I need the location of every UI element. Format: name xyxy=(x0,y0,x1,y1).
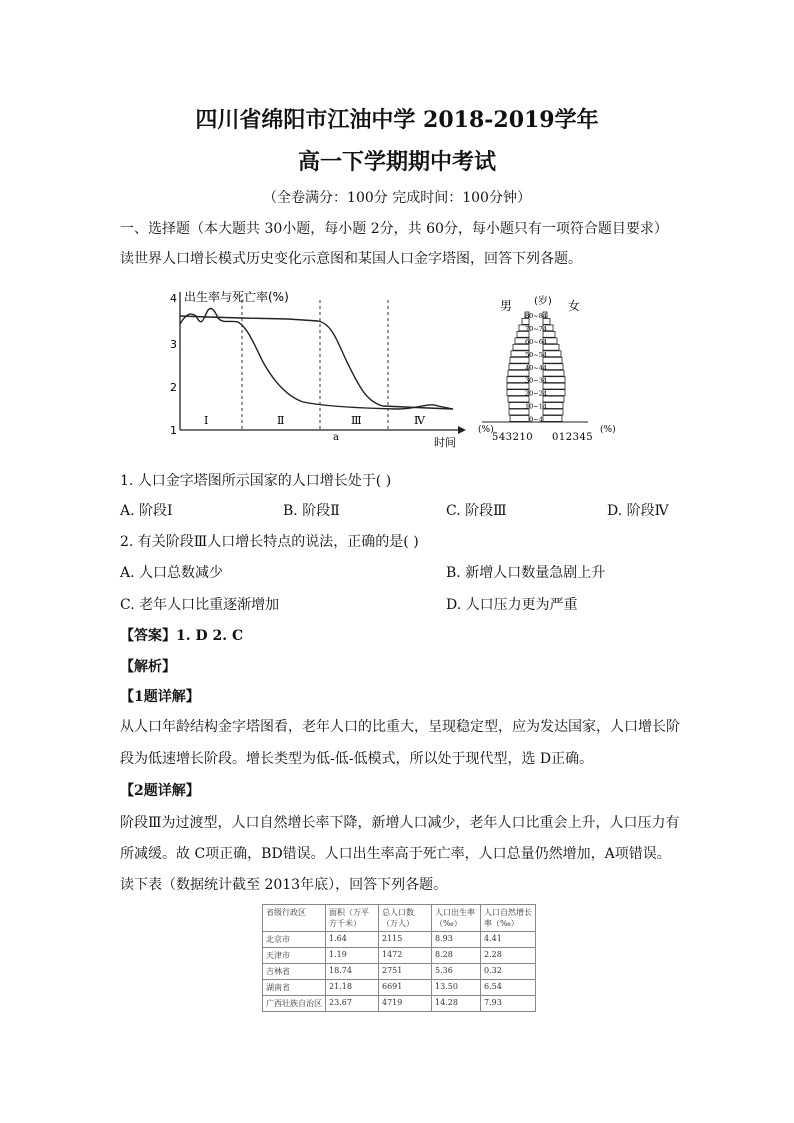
pct-left-label: (%) xyxy=(478,425,494,435)
table-cell: 1.19 xyxy=(326,948,379,964)
table-cell: 13.50 xyxy=(432,980,481,996)
y-tick-3: 3 xyxy=(170,338,177,351)
exam-subtitle: （全卷满分：100分 完成时间：100分钟） xyxy=(263,190,531,206)
q1-detail-line1: 从人口年龄结构金字塔图看，老年人口的比重大，呈现稳定型，应为发达国家，人口增长阶 xyxy=(120,719,680,735)
pyramid-bar-male xyxy=(510,416,529,422)
table-row xyxy=(263,932,536,948)
age-group-label: 0~4 xyxy=(529,415,543,424)
y-axis-label: 出生率与死亡率(%) xyxy=(184,290,289,304)
stage-label-2: Ⅱ xyxy=(277,414,285,427)
age-unit-label: (岁) xyxy=(534,296,552,307)
exam-title-line1: 四川省绵阳市江油中学 2018-2019学年 xyxy=(195,107,599,133)
table-cell: 7.93 xyxy=(481,996,536,1012)
table-header-cell: 面积（万平方千米） xyxy=(326,905,379,932)
table-cell: 北京市 xyxy=(263,932,326,948)
age-group-label: 40~44 xyxy=(525,363,547,372)
x-ticks-left: 543210 xyxy=(492,432,534,443)
stage-label-4: Ⅳ xyxy=(414,414,425,427)
table-cell: 8.28 xyxy=(432,948,481,964)
table-header-cell: 省级行政区 xyxy=(263,905,326,932)
pyramid-bars xyxy=(507,312,565,424)
q2-option-d: D. 人口压力更为严重 xyxy=(446,597,578,613)
pyramid-bar-female xyxy=(543,416,562,422)
table-row xyxy=(263,980,536,996)
age-group-label: 10~14 xyxy=(525,402,547,411)
table-cell: 1472 xyxy=(379,948,432,964)
table-cell: 8.93 xyxy=(432,932,481,948)
q2-option-b: B. 新增人口数量急剧上升 xyxy=(446,565,606,581)
male-label: 男 xyxy=(500,299,513,313)
table-cell: 23.67 xyxy=(326,996,379,1012)
y-tick-2: 2 xyxy=(170,381,177,394)
q1-option-c: C. 阶段Ⅲ xyxy=(446,503,507,519)
pct-right-label: (%) xyxy=(600,425,616,435)
q1-option-a: A. 阶段Ⅰ xyxy=(120,503,173,519)
table-intro: 读下表（数据统计截至 2013年底），回答下列各题。 xyxy=(120,877,448,893)
table-cell: 18.74 xyxy=(326,964,379,980)
table-cell: 2115 xyxy=(379,932,432,948)
female-label: 女 xyxy=(568,299,581,313)
table-header-cell: 人口出生率（‰） xyxy=(432,905,481,932)
y-tick-1: 1 xyxy=(170,424,177,437)
q2-option-c: C. 老年人口比重逐渐增加 xyxy=(120,597,280,613)
table-cell: 湖南省 xyxy=(263,980,326,996)
section-heading: 一、选择题（本大题共 30小题，每小题 2分，共 60分，每小题只有一项符合题目要求） xyxy=(120,221,668,237)
age-group-label: 60~64 xyxy=(525,337,547,346)
answer-line: 【答案】1. D 2. C xyxy=(120,628,244,644)
table-header-cell: 总人口数（万人） xyxy=(379,905,432,932)
table-cell: 0.32 xyxy=(481,964,536,980)
province-data-table xyxy=(262,904,536,1012)
table-row xyxy=(263,964,536,980)
table-cell: 1.64 xyxy=(326,932,379,948)
question-1-stem: 1. 人口金字塔图所示国家的人口增长处于( ) xyxy=(120,473,392,489)
x-ticks-right: 012345 xyxy=(552,432,594,443)
population-pyramid-figure xyxy=(478,290,630,443)
stage-label-3: Ⅲ xyxy=(351,414,362,427)
question-2-stem: 2. 有关阶段Ⅲ人口增长特点的说法，正确的是( ) xyxy=(120,534,419,550)
table-cell: 6691 xyxy=(379,980,432,996)
table-cell: 广西壮族自治区 xyxy=(263,996,326,1012)
table-row xyxy=(263,948,536,964)
age-group-label: 20~24 xyxy=(525,389,547,398)
q1-detail-line2: 段为低速增长阶段。增长类型为低-低-低模式，所以处于现代型，选 D正确。 xyxy=(120,751,594,767)
birth-rate-curve xyxy=(180,316,453,409)
x-mark-a: a xyxy=(333,432,339,443)
table-header-cell: 人口自然增长率（‰） xyxy=(481,905,536,932)
age-group-label: 50~54 xyxy=(525,350,547,359)
q2-option-a: A. 人口总数减少 xyxy=(120,565,224,581)
exam-title-line2: 高一下学期期中考试 xyxy=(297,149,496,175)
table-row xyxy=(263,996,536,1012)
table-header-row xyxy=(263,905,536,932)
section-intro: 读世界人口增长模式历史变化示意图和某国人口金字塔图，回答下列各题。 xyxy=(120,251,582,267)
age-group-label: 30~34 xyxy=(525,376,547,385)
q2-detail-line1: 阶段Ⅲ为过渡型，人口自然增长率下降，新增人口减少，老年人口比重会上升，人口压力有 xyxy=(120,815,680,831)
table-cell: 天津市 xyxy=(263,948,326,964)
stage-label-1: Ⅰ xyxy=(204,414,209,427)
x-axis-label: 时间 xyxy=(434,436,456,449)
table-cell: 吉林省 xyxy=(263,964,326,980)
population-growth-model-figure xyxy=(168,284,468,449)
age-group-label: 70~74 xyxy=(525,324,547,333)
q1-detail-heading: 【1题详解】 xyxy=(120,689,200,705)
q2-detail-line2: 所减缓。故 C项正确，BD错误。人口出生率高于死亡率，人口总量仍然增加，A项错误。 xyxy=(120,846,671,862)
age-group-label: 80~84 xyxy=(525,312,547,320)
table-cell: 4719 xyxy=(379,996,432,1012)
y-tick-4: 4 xyxy=(170,292,177,305)
table-cell: 6.54 xyxy=(481,980,536,996)
q1-option-d: D. 阶段Ⅳ xyxy=(607,503,669,519)
table-cell: 2751 xyxy=(379,964,432,980)
table-cell: 2.28 xyxy=(481,948,536,964)
table-cell: 21.18 xyxy=(326,980,379,996)
table-cell: 14.28 xyxy=(432,996,481,1012)
death-rate-curve xyxy=(180,308,453,409)
table-cell: 4.41 xyxy=(481,932,536,948)
analysis-heading: 【解析】 xyxy=(120,659,176,675)
q1-option-b: B. 阶段Ⅱ xyxy=(283,503,340,519)
table-cell: 5.36 xyxy=(432,964,481,980)
q2-detail-heading: 【2题详解】 xyxy=(120,783,200,799)
x-axis-arrow xyxy=(458,426,466,434)
